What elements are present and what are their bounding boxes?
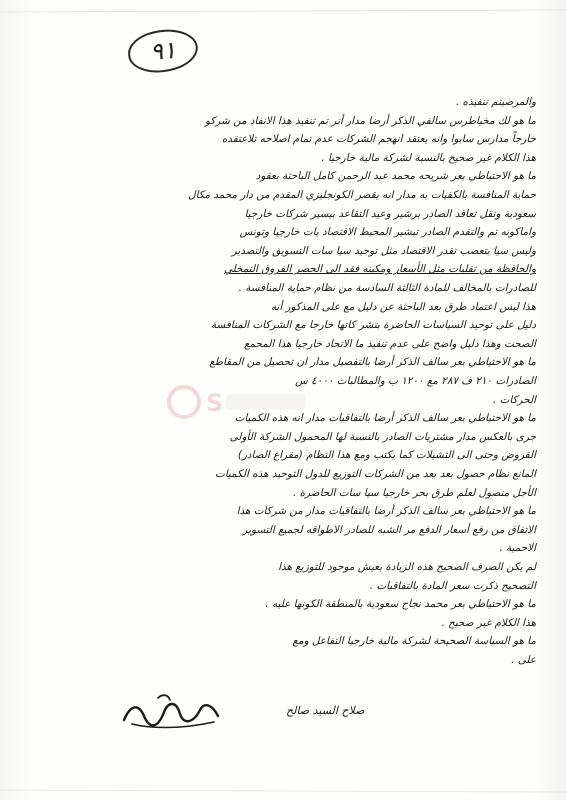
text-line: سعودية ونقل تعاقد الصادر برشير وعيد التقاعد بيسير شركات خارجيا — [244, 207, 536, 220]
text-line: وليس سيا بتعصب تقدر الاقتصاد مثل توحيد سيا سات التسويق والتصدير — [231, 244, 536, 257]
footer-signatory-name: صلاح السيد صالح — [286, 704, 365, 717]
text-line: الاتفاق من رفع أسعار الدفع مر الشبه للصادر الاطواقه لجميع التسوير — [242, 523, 536, 536]
text-line: دليل على توحيد السياسات الحاضرة بتشر كاتها خارجا مع الشركات المنافسة — [210, 319, 536, 332]
text-line: والحافظة من تقلبات مثل الأسعار ومكينه فقد الى الحصر الفروق النمخلي — [223, 263, 536, 276]
text-line: الصادرات ٢١٠ ف ٢٨٧ مع ١٢٠٠ ب والمطالبات ٤٠٠٠ س — [295, 375, 536, 387]
text-line: للصادرات بالمخالف للمادة الثالثة السادسة من نظام حماية المنافسة . — [238, 282, 536, 294]
text-line: الاحمية . — [499, 542, 536, 555]
text-line: ما هو الاحتياطي بعر سالف الذكر أرضا بالتفصيل مدار ان تحصيل من المقاطع — [209, 356, 536, 369]
text-line: الأجل منصول لعلم طرق بحر خارجيا سيا سات الحاضرة . — [292, 486, 536, 499]
text-line: واماكونه تم والتقدم الصادر تبشير المحيط الاقتصاد يات خارجيا وتونس — [239, 226, 536, 239]
text-line: ما هو السياسة الصحيحة لشركة مالية خارجيا التفاعل ومع — [292, 635, 536, 648]
text-line: خارجاً مدارس سابوا وانه يعتقد انهجم الشركات عدم تمام اصلاحه تلاعتقده — [221, 133, 536, 146]
text-line: والمرصيتم تنفيذه . — [455, 96, 536, 108]
text-line: ما هو الاحتياطي بعر شريحه محمد عبد الرحمن كامل الباحثة بعقود — [255, 170, 536, 183]
text-line: لم يكن الصرف الصحيح هذه الزيادة بعيش موجود للتوزيع هذا — [278, 561, 536, 573]
text-line: ما هو الاحتياطي بعر محمد نجاح سعودية بالمنطقة الكونها عليه . — [265, 598, 536, 611]
text-line: ما هو لك مخياطرس سالفي الذكر أرضا مدار أنر تم تنفيذ هذا الانفاد من شركو — [205, 114, 536, 127]
text-line: جرى بالعكس مدار مشتريات الصادر بالنسبة لها المحمول الشركة الأولى — [229, 430, 536, 443]
text-line: هذا الكلام غير صحيح بالنسبة لشركة مالية خارجيا . — [321, 151, 536, 164]
page-number: ٩١ — [126, 26, 200, 75]
text-line: ما هو الاحتياطي بعر سالف الذكر أرضا بالتفاقيات مدار انه هذه الكميات — [234, 412, 536, 425]
signature — [118, 688, 226, 734]
text-line: الحركات . — [493, 393, 536, 406]
text-line: المانع نظام حصول بعد بعد من الشركات التوزيع للدول التوحيد هذه الكميات — [215, 468, 536, 480]
text-line: على . — [511, 654, 536, 666]
text-line: التصحيح ذكرت سعر المادة بالتفاقيات . — [369, 579, 536, 592]
text-line: الصحت وهذا دليل واضح على عدم تنفيذ ما الاتحاد خارجيا هذا المحمع — [243, 337, 536, 350]
text-line: هذا الكلام غير صحيح . — [441, 616, 536, 629]
text-line: ما هو الاحتياطي بعر سالف الذكر أرضا بالتفاقيات مدار من شركات هذا — [236, 505, 536, 518]
text-line: هذا ليس اعتماد طرق بعد الباحثة عن دليل مع على المذكور أنه — [270, 300, 536, 313]
text-line: القروض وحتى الى التشيلات كما يكتب ومع هذا النظام (مقراع الصادر) — [237, 449, 536, 462]
text-line: حماية المنافسة بالكفيات به مدار انه يقصر الكونجليزي المقدم من دار محمد مكال — [188, 189, 536, 201]
svg-text:S: S — [206, 389, 224, 417]
